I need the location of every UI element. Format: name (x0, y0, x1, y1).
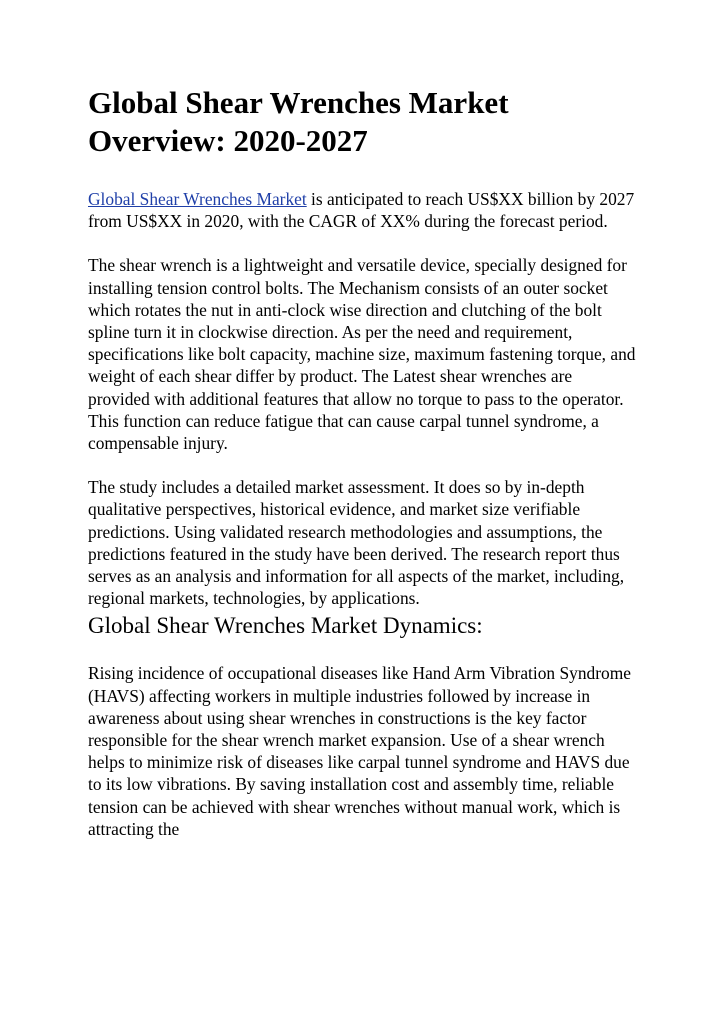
intro-text: is anticipated to reach US$XX billion by 2027 from US$XX in 2020, with the CAGR of XX% during the forecast period. (88, 189, 635, 232)
dynamics-paragraph: Rising incidence of occupational diseases like Hand Arm Vibration Syndrome (HAVS) affecting workers in multiple industries followed by increase in awareness about using shear wrenches in constructions is the key factor responsible for the shear wrench market expansion. Use of a shear wrench helps to minimize risk of diseases like carpal tunnel syndrome and HAVS due to its low vibrations. By saving installation cost and assembly time, reliable tension can be achieved with shear wrenches without manual work, which is attracting the (88, 663, 631, 839)
intro-paragraph (88, 188, 636, 232)
document-page (88, 84, 636, 862)
section-heading: Global Shear Wrenches Market Dynamics: (88, 613, 483, 639)
study-paragraph: The study includes a detailed market assessment. It does so by in-depth qualitative perspectives, historical evidence, and market size verifiable predictions. Using validated research methodologies and assumptions, the predictions featured in the study have been derived. The research report thus serves as an analysis and information for all aspects of the market, including, regional markets, technologies, by applications. (88, 477, 625, 609)
document-title: Global Shear Wrenches Market Overview: 2020-2027 (88, 85, 509, 158)
description-paragraph: The shear wrench is a lightweight and versatile device, specially designed for installing tension control bolts. The Mechanism consists of an outer socket which rotates the nut in anti-clock wise direction and clutching of the bolt spline turn it in clockwise direction. As per the need and requirement, specifications like bolt capacity, machine size, maximum fastening torque, and weight of each shear differ by product. The Latest shear wrenches are provided with additional features that allow no torque to pass to the operator. This function can reduce fatigue that can cause carpal tunnel syndrome, a compensable injury. (88, 255, 636, 454)
market-report-link[interactable]: Global Shear Wrenches Market (88, 189, 307, 209)
